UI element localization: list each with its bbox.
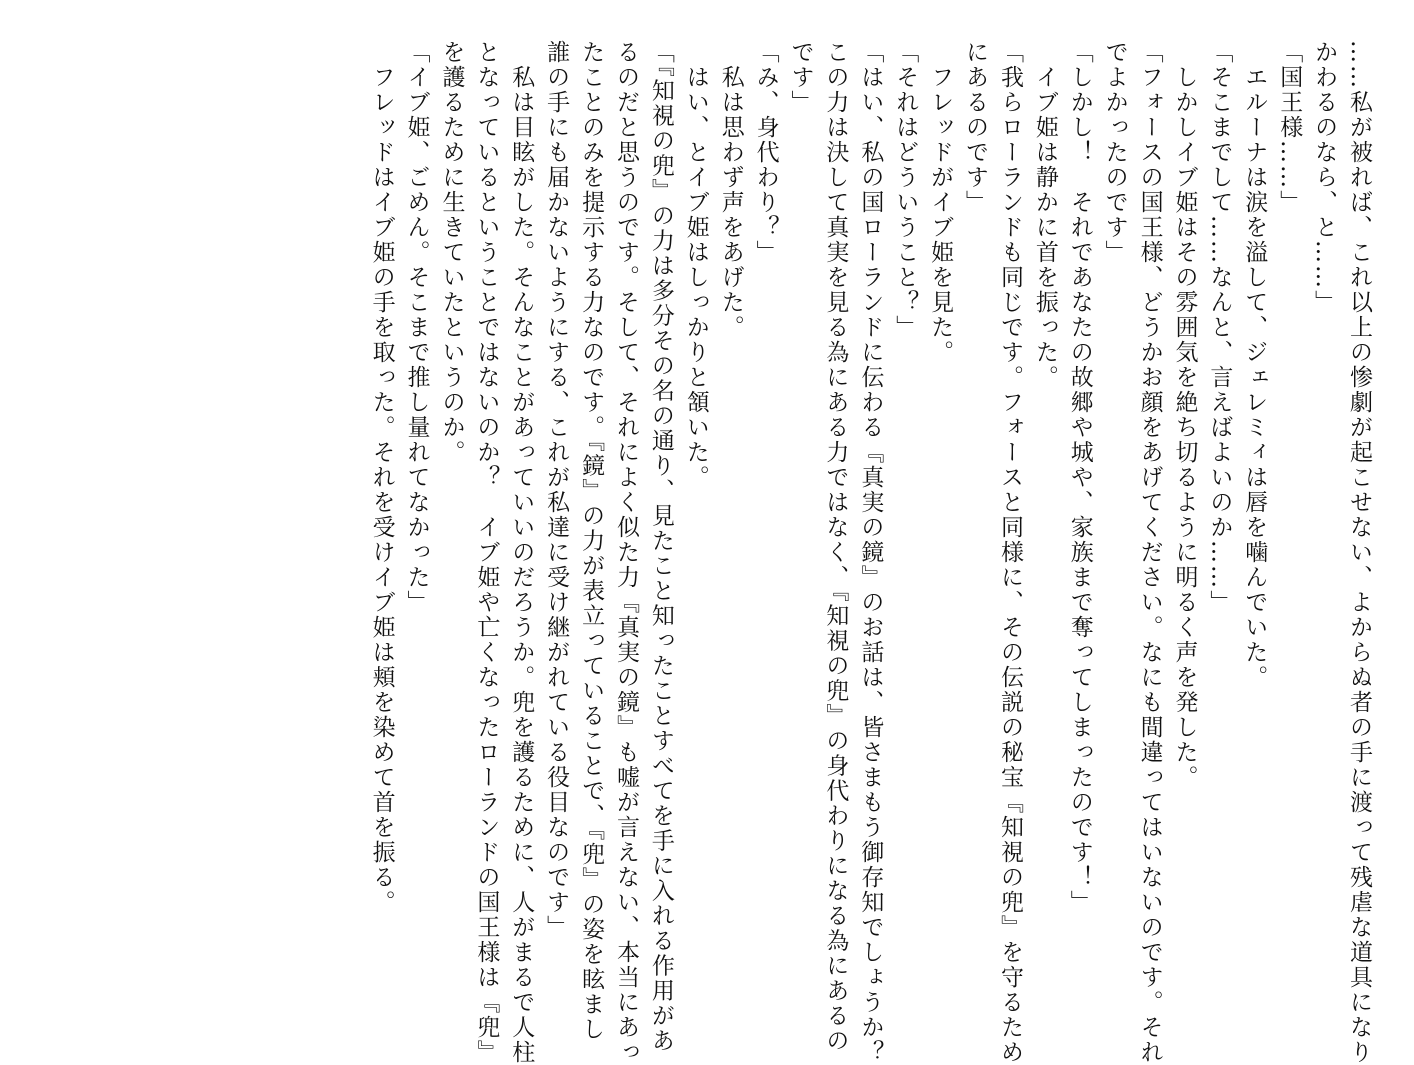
text-line: ……私が被れば、これ以上の惨劇が起こせない、よからぬ者の手に渡って残虐な道具になり — [1346, 40, 1372, 1065]
text-line: にあるのです」 — [962, 40, 989, 215]
text-line: 「はい、私の国ローランドに伝わる『真実の鏡』のお話は、皆さまもう御存知でしょうか？ — [857, 40, 884, 1065]
text-line: この力は決して真実を見る為にある力ではなく、『知視の兜』の身代わりになる為にあるの — [822, 40, 849, 1054]
text-line: 「そこまでして……なんと、言えばよいのか……」 — [1206, 40, 1233, 615]
text-line: かわるのなら、と……」 — [1311, 40, 1338, 315]
text-line: を護るために生きていたというのか。 — [438, 40, 465, 465]
text-line: です」 — [787, 40, 814, 115]
text-line: しかしイブ姫はその雰囲気を絶ち切るように明るく声を発した。 — [1171, 40, 1198, 790]
text-line: 私は目眩がした。そんなことがあっていいのだろうか。兜を護るために、人がまるで人柱 — [508, 40, 535, 1065]
text-line: フレッドがイブ姫を見た。 — [927, 40, 954, 365]
text-line: 「フォースの国王様、どうかお顔をあげてください。なにも間違ってはいないのです。それ — [1136, 40, 1163, 1065]
text-line: 「『知視の兜』の力は多分その名の通り、見たこと知ったことすべてを手に入れる作用があ — [647, 40, 674, 1054]
text-line: 私は思わず声をあげた。 — [717, 40, 744, 340]
text-line: 「それはどういうこと？」 — [892, 40, 919, 340]
text-line: 「しかし！ それであなたの故郷や城や、家族まで奪ってしまったのです！」 — [1066, 40, 1093, 915]
text-line: 「み、身代わり？」 — [752, 40, 779, 265]
text-line: 誰の手にも届かないようにする、これが私達に受け継がれている役目なのです」 — [543, 40, 570, 940]
text-line: 「我らローランドも同じです。フォースと同様に、その伝説の秘宝『知視の兜』を守るため — [996, 40, 1023, 1065]
text-line: フレッドはイブ姫の手を取った。それを受けイブ姫は頬を染めて首を振る。 — [368, 40, 395, 915]
text-line: イブ姫は静かに首を振った。 — [1031, 40, 1058, 390]
text-line: でよかったのです」 — [1101, 40, 1128, 265]
text-line: 「イブ姫、ごめん。そこまで推し量れてなかった」 — [403, 40, 430, 615]
text-line: たことのみを提示する力なのです。『鏡』の力が表立っていることで、『兜』の姿を眩まし — [578, 40, 605, 1042]
text-line: となっているということではないのか？ イブ姫や亡くなったローランドの国王様は『兜』 — [473, 40, 500, 1065]
text-line: るのだと思うのです。そして、それによく似た力『真実の鏡』も嘘が言えない、本当にあっ — [612, 40, 639, 1065]
text-line: 「国王様……」 — [1276, 40, 1303, 215]
text-line: エルーナは涙を溢して、ジェレミィは唇を噛んでいた。 — [1241, 40, 1268, 690]
vertical-text-body — [36, 40, 1376, 1065]
text-line: はい、とイブ姫はしっかりと頷いた。 — [682, 40, 709, 490]
